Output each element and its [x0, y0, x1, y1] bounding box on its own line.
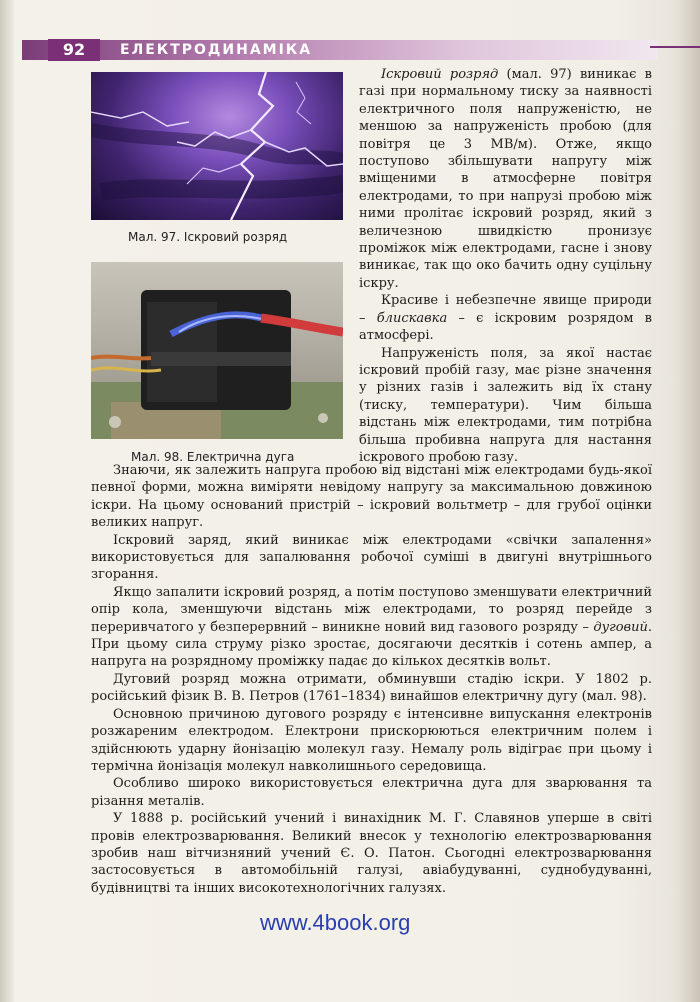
paragraph-spark-plug: Іскровий заряд, який виникає між електродами «свічки запалення» використовується для запалювання робочої суміші в двигуні внутрішнього згорання. [91, 532, 652, 583]
header-rule [650, 46, 700, 48]
page-edge [678, 0, 700, 1002]
paragraph-petrov: Дуговий розряд можна отримати, обминувши стадію іскри. У 1802 р. російський фізик В. В. Петров (1761–1834) винайшов електричну дугу (мал. 98). [91, 671, 652, 705]
lightning-illustration [91, 72, 343, 220]
term-lightning: блискавка [376, 310, 448, 326]
paragraph-lightning: Красиве і небезпечне явище природи – блискавка – є іскровим розрядом в атмосфері. [359, 293, 652, 344]
term-spark-discharge: Іскровий розряд [381, 67, 499, 82]
page-number: 92 [48, 39, 100, 61]
arc-device-illustration [91, 262, 343, 439]
figure-97-caption: Мал. 97. Іскровий розряд [128, 230, 288, 244]
paragraph-arc-cause: Основною причиною дугового розряду є інтенсивне випускання електронів розжареним електродом. Електрони прискорюються електричним полем і здійснюють ударну йонізацію молекул газу. Немалу роль відіграє при цьому і термічна йонізація молекул навколишнього середовища. [91, 706, 652, 774]
figure-98-caption: Мал. 98. Електрична дуга [131, 450, 295, 464]
section-title: ЕЛЕКТРОДИНАМІКА [120, 42, 313, 58]
column-text [359, 66, 652, 466]
figure-electric-arc [91, 262, 343, 439]
term-arc: дуговий [593, 619, 648, 635]
paragraph-spark-discharge: Іскровий розряд (мал. 97) виникає в газі при нормальному тиску за наявності електричного поля напруженістю, не меншою за напруженість пробою (для повітря це 3 МВ/м). Отже, якщо поступово збільшувати напругу між вміщеними в атмосферне повітря електродами, то при напрузі пробою між ними пролітає іскровий розряд, який з величезною швидкістю пронизує проміжок між електродами, гасне і знову виникає, так що око бачить одну суцільну іскру. [359, 67, 652, 291]
paragraph-slavyanov: У 1888 р. російський учений і винахідник М. Г. Славянов уперше в світі провів електрозварювання. Великий внесок у технологію електрозварювання зробив наш вітчизняний учений Є. О. Патон. Сьогодні електрозварювання застосовується в автомобільній галузі, авіабудуванні, суднобудуванні, будівництві та інших високотехнологічних галузях. [91, 811, 652, 896]
watermark-link[interactable]: www.4book.org [260, 910, 411, 935]
paragraph-welding: Особливо широко використовується електрична дуга для зварювання та різання металів. [91, 776, 652, 809]
figure-spark-discharge [91, 72, 343, 220]
paragraph-arc-transition: Якщо запалити іскровий розряд, а потім поступово зменшувати електричний опір кола, зменшуючи відстань між електродами, то розряд перейде з переривчатого у безперервний – виникне новий вид газового розряду – дуговий. При цьому сила струму різко зростає, досягаючи десятків і сотень ампер, а напруга на розрядному проміжку падає до кількох десятків вольт. [91, 584, 652, 670]
header-band [22, 40, 658, 60]
paragraph-spark-voltmeter: Знаючи, як залежить напруга пробою від відстані між електродами будь-якої певної форми, можна виміряти невідому напругу за максимальною довжиною іскри. На цьому оснований пристрій – іскровий вольтметр – для грубої оцінки великих напруг. [91, 463, 652, 531]
paragraph-field-strength: Напруженість поля, за якої настає іскровий пробій газу, має різне значення у різних газів і залежить від їх стану (тиску, температури). Чим більша відстань між електродами, тим потрібна більша пробивна напруга для настання іскрового пробою газу. [359, 345, 652, 465]
full-width-text [91, 462, 652, 897]
page-spine-shadow [0, 0, 14, 1002]
